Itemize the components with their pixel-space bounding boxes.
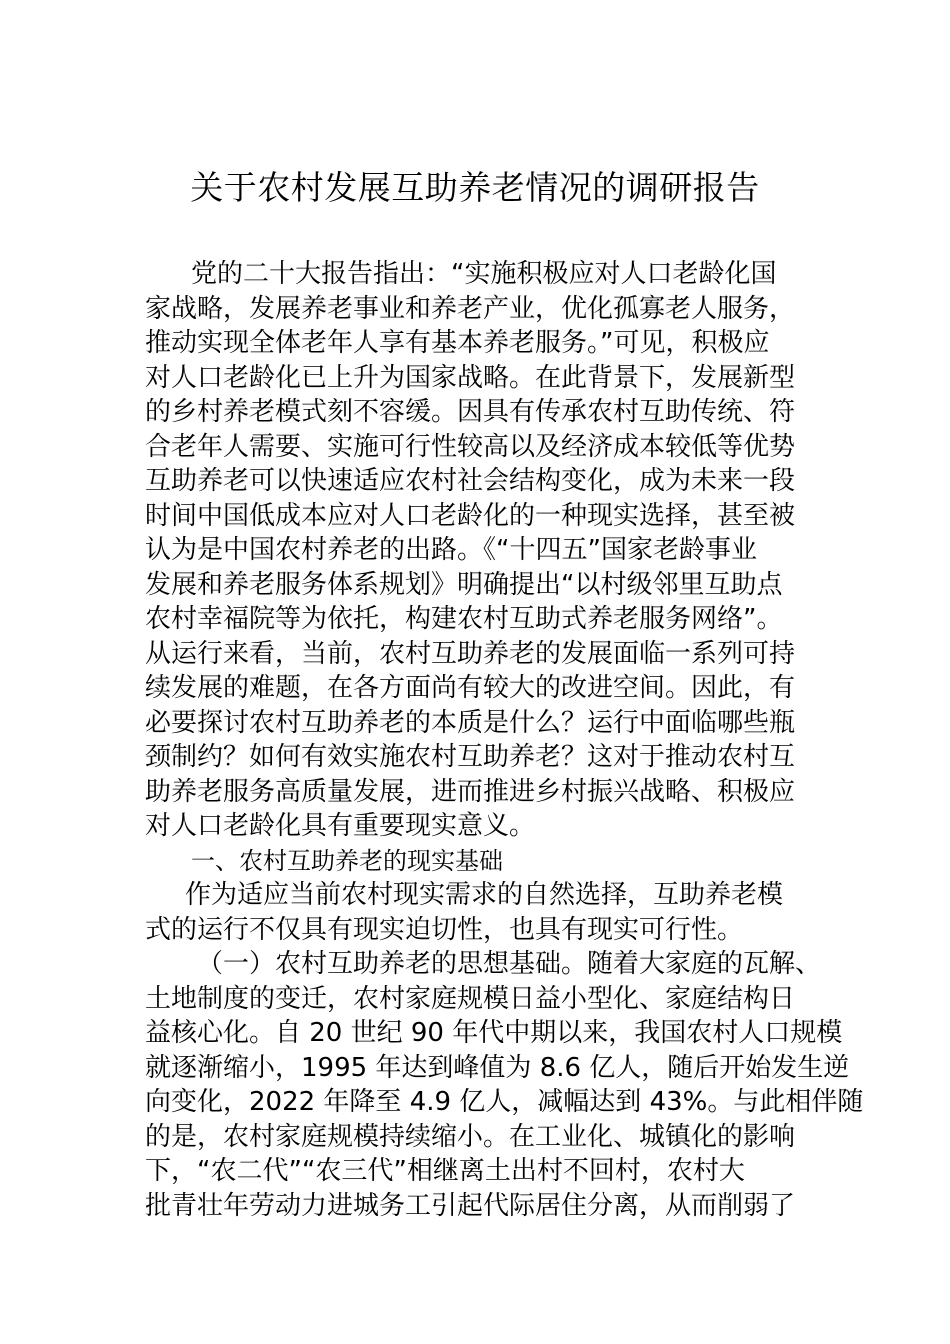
paragraph-line: 助养老服务高质量发展，进而推进乡村振兴战略、积极应 <box>145 776 796 807</box>
paragraph-line: 互助养老可以快速适应农村社会结构变化，成为未来一段 <box>145 466 796 496</box>
paragraph-line: 党的二十大报告指出：“实施积极应对人口老龄化国 <box>191 259 777 289</box>
paragraph-line: 农村幸福院等为依托，构建农村互助式养老服务网络”。 <box>145 604 783 634</box>
paragraph-line: 家战略，发展养老事业和养老产业，优化孤寡老人服务， <box>145 293 796 324</box>
section-heading: 一、农村互助养老的现实基础 <box>191 846 503 875</box>
paragraph-line: 向变化，2022 年降至 4.9 亿人，减幅达到 43%。与此相伴随 <box>145 1087 864 1117</box>
document-title: 关于农村发展互助养老情况的调研报告 <box>190 168 760 207</box>
paragraph-line: 作为适应当前农村现实需求的自然选择，互助养老模 <box>185 880 784 910</box>
paragraph-line: 土地制度的变迁，农村家庭规模日益小型化、家庭结构日 <box>145 983 796 1014</box>
paragraph-line: 对人口老龄化具有重要现实意义。 <box>145 811 536 841</box>
paragraph-line: 益核心化。自 20 世纪 90 年代中期以来，我国农村人口规模 <box>145 1018 843 1048</box>
paragraph-line: 认为是中国农村养老的出路。《“十四五”国家老龄事业 <box>145 535 757 565</box>
document-body <box>145 257 864 1223</box>
paragraph-line: 颈制约？如何有效实施农村互助养老？这对于推动农村互 <box>145 742 796 772</box>
paragraph-line: 续发展的难题，在各方面尚有较大的改进空间。因此，有 <box>145 673 796 703</box>
paragraph-line: 式的运行不仅具有现实迫切性，也具有现实可行性。 <box>145 914 744 945</box>
paragraph-line: 从运行来看，当前，农村互助养老的发展面临一系列可持 <box>145 638 796 669</box>
paragraph-line: 推动实现全体老年人享有基本养老服务。”可见，积极应 <box>145 328 770 358</box>
paragraph-line: 必要探讨农村互助养老的本质是什么？运行中面临哪些瓶 <box>145 707 796 738</box>
paragraph-line: 就逐渐缩小，1995 年达到峰值为 8.6 亿人，随后开始发生逆 <box>145 1052 850 1083</box>
paragraph-line: （一）农村互助养老的思想基础。随着大家庭的瓦解、 <box>197 949 822 979</box>
paragraph-line: 发展和养老服务体系规划》明确提出“以村级邻里互助点 <box>145 569 783 600</box>
paragraph-line: 合老年人需要、实施可行性较高以及经济成本较低等优势 <box>145 431 796 462</box>
paragraph-line: 批青壮年劳动力进城务工引起代际居住分离，从而削弱了 <box>145 1190 796 1221</box>
paragraph-line: 时间中国低成本应对人口老龄化的一种现实选择，甚至被 <box>145 500 796 531</box>
paragraph-line: 对人口老龄化已上升为国家战略。在此背景下，发展新型 <box>145 362 796 393</box>
paragraph-line: 的是，农村家庭规模持续缩小。在工业化、城镇化的影响 <box>145 1121 796 1152</box>
paragraph-line: 下，“农二代”“农三代”相继离土出村不回村，农村大 <box>145 1156 745 1186</box>
paragraph-line: 的乡村养老模式刻不容缓。因具有传承农村互助传统、符 <box>145 397 796 427</box>
